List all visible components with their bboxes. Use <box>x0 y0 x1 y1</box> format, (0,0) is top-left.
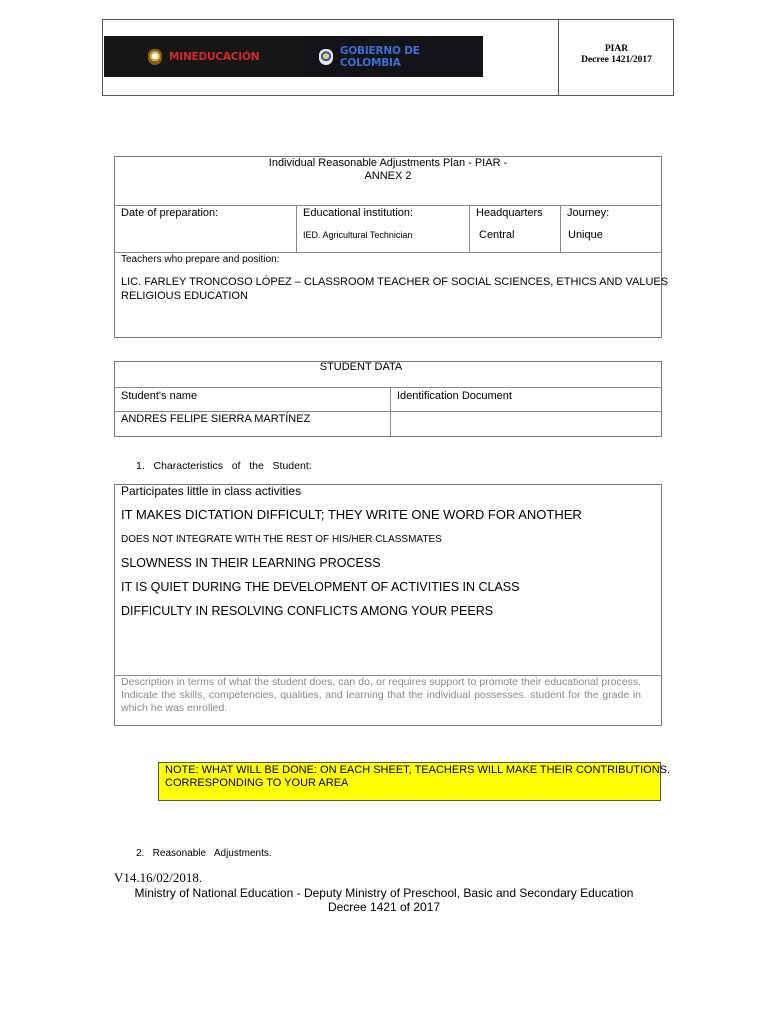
characteristic-item: IT IS QUIET DURING THE DEVELOPMENT OF ACTIVITIES IN CLASS <box>121 580 520 594</box>
col-divider <box>296 205 297 252</box>
note-line-2: CORRESPONDING TO YOUR AREA <box>165 777 349 789</box>
student-data-title: STUDENT DATA <box>319 361 403 373</box>
coat-of-arms-icon <box>319 49 333 65</box>
row-divider <box>114 387 662 388</box>
doc-code: PIAR <box>604 44 629 54</box>
footer-ministry: Ministry of National Education - Deputy Ministry of Preschool, Basic and Secondary Education <box>134 886 634 900</box>
adjustments-heading: 2. Reasonable Adjustments. <box>136 848 272 859</box>
coat-of-arms-icon <box>148 49 162 65</box>
plan-table <box>114 156 662 338</box>
footer-decree: Decree 1421 of 2017 <box>327 900 441 914</box>
id-document-label: Identification Document <box>397 390 512 402</box>
teachers-line-1: LIC. FARLEY TRONCOSO LÓPEZ – CLASSROOM TEACHER OF SOCIAL SCIENCES, ETHICS AND VALUES <box>121 276 669 288</box>
characteristic-item: DIFFICULTY IN RESOLVING CONFLICTS AMONG YOUR PEERS <box>121 604 494 618</box>
institution-value: IED. Agricultural Technician <box>303 230 413 240</box>
teachers-label: Teachers who prepare and position: <box>121 254 280 265</box>
mineducacion-logo-text: MINEDUCACIÓN <box>169 50 260 63</box>
student-name-label: Student's name <box>121 390 198 402</box>
date-label: Date of preparation: <box>121 207 219 219</box>
gobierno-logo <box>304 36 483 77</box>
col-divider <box>560 205 561 252</box>
institution-label: Educational institution: <box>303 207 414 219</box>
footer-version: V14.16/02/2018. <box>114 870 203 885</box>
student-name-value: ANDRES FELIPE SIERRA MARTÍNEZ <box>121 413 311 425</box>
row-divider <box>114 252 662 253</box>
teachers-line-2: RELIGIOUS EDUCATION <box>121 290 248 302</box>
plan-subtitle: ANNEX 2 <box>364 170 412 182</box>
plan-title: Individual Reasonable Adjustments Plan - PIAR - <box>268 157 508 169</box>
doc-decree: Decree 1421/2017 <box>581 55 652 65</box>
gobierno-logo-text: GOBIERNO DE COLOMBIA <box>339 44 420 69</box>
logo-banner <box>104 36 483 77</box>
characteristic-item: DOES NOT INTEGRATE WITH THE REST OF HIS/HER CLASSMATES <box>121 534 442 545</box>
headquarters-label: Headquarters <box>476 207 543 219</box>
headquarters-value: Central <box>479 229 515 241</box>
characteristic-item: Participates little in class activities <box>121 484 302 498</box>
characteristic-item: IT MAKES DICTATION DIFFICULT; THEY WRITE ONE WORD FOR ANOTHER <box>121 507 582 522</box>
row-divider <box>114 411 662 412</box>
col-divider <box>469 205 470 252</box>
doc-code-block <box>559 44 674 66</box>
journey-value: Unique <box>568 229 603 241</box>
note-line-1: NOTE: WHAT WILL BE DONE: ON EACH SHEET, TEACHERS WILL MAKE THEIR CONTRIBUTIONS. <box>165 764 671 776</box>
row-divider <box>114 205 662 206</box>
journey-label: Journey: <box>567 207 610 219</box>
characteristics-heading: 1. Characteristics of the Student: <box>136 460 312 472</box>
characteristic-item: SLOWNESS IN THEIR LEARNING PROCESS <box>121 556 381 570</box>
mineducacion-logo <box>104 36 284 77</box>
col-divider <box>390 387 391 437</box>
characteristics-description: Description in terms of what the student does, can do, or requires support to promote their educational process. Indicate the skills, competencies, qualities, and learning that the individual possesses. student for the grade in which he was enrolled. <box>121 676 641 715</box>
